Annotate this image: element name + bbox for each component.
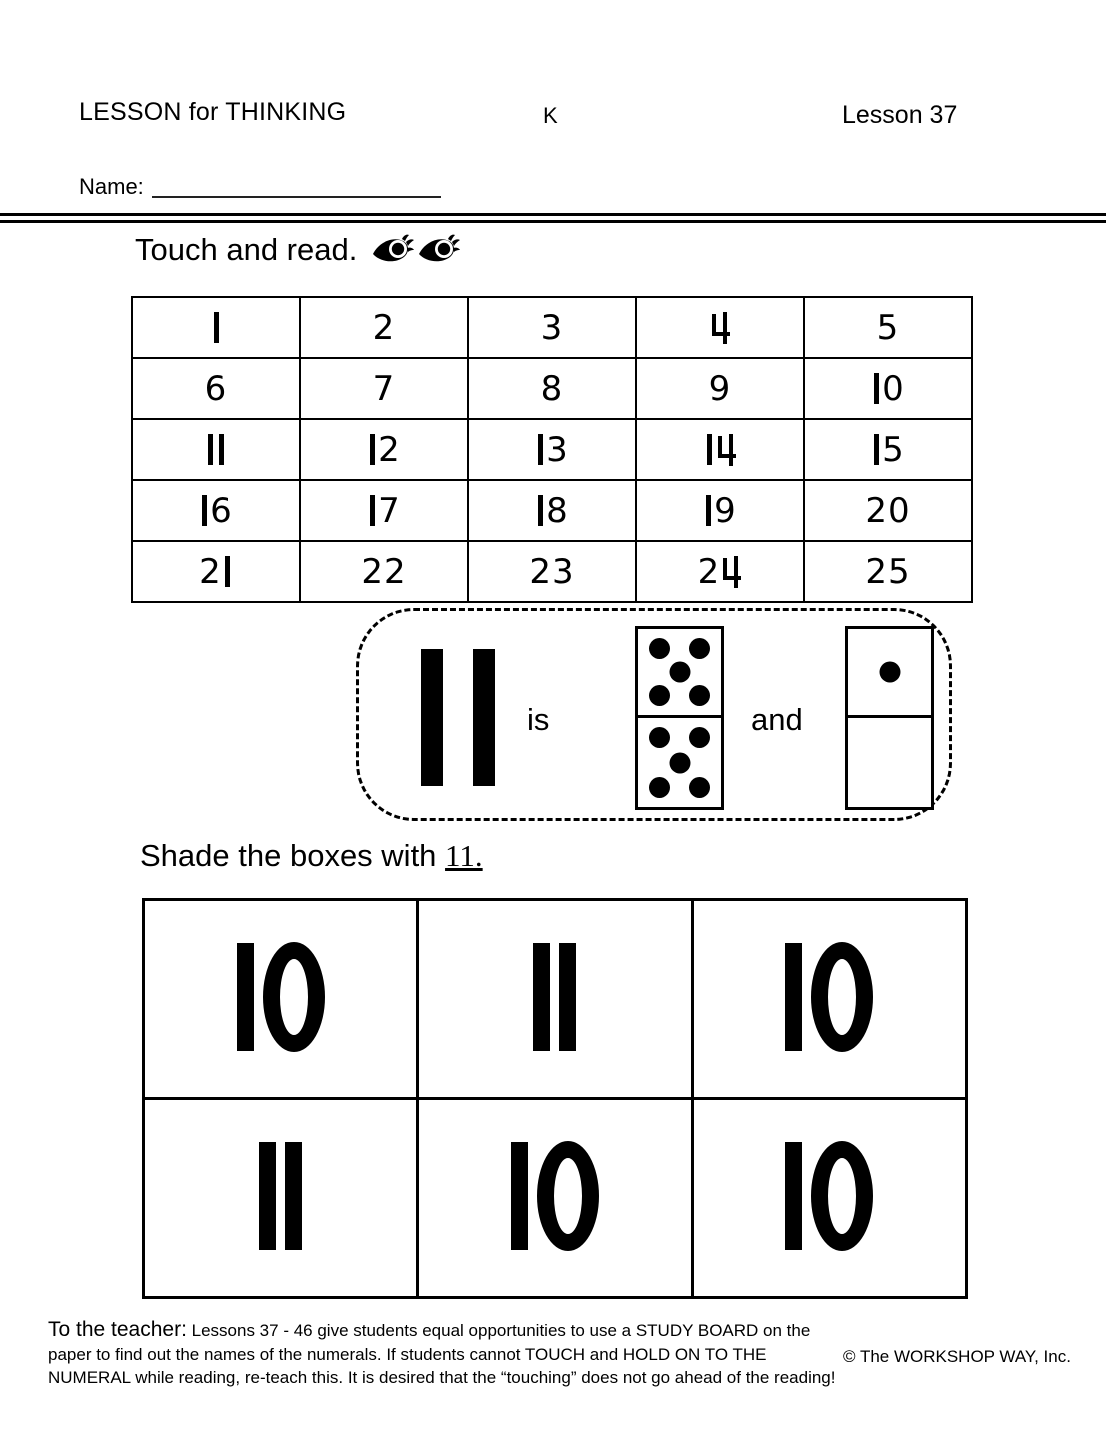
numeral-zero-glyph <box>811 1141 873 1251</box>
numeral-zero-glyph <box>263 942 325 1052</box>
number-cell-value: 5 <box>871 430 905 470</box>
shade-box[interactable] <box>144 900 418 1099</box>
number-cell-value: 5 <box>876 307 900 348</box>
numeral-stroke <box>225 556 230 587</box>
number-cell[interactable] <box>636 480 804 541</box>
number-cell[interactable] <box>804 419 972 480</box>
numeral-four-glyph <box>715 434 737 466</box>
domino-pip <box>649 685 670 706</box>
numeral-stroke <box>421 649 443 786</box>
domino-one <box>845 626 934 810</box>
table-row <box>132 480 972 541</box>
number-cell[interactable] <box>300 297 468 358</box>
number-cell[interactable] <box>636 419 804 480</box>
numeral-stroke <box>785 943 802 1051</box>
teacher-note <box>48 1316 838 1389</box>
equation-capsule <box>356 608 952 821</box>
numeral-stroke <box>874 434 879 465</box>
number-cell-value <box>704 430 737 470</box>
number-cell-value: 2 <box>698 552 743 592</box>
numeral-stroke <box>538 495 543 526</box>
equation-is-label: is <box>527 702 550 737</box>
number-cell-value <box>205 430 227 470</box>
table-row <box>132 541 972 602</box>
shade-box[interactable] <box>418 1099 692 1298</box>
equation-and-label: and <box>751 702 803 737</box>
number-cell[interactable] <box>132 541 300 602</box>
number-cell[interactable] <box>804 541 972 602</box>
lesson-number-label: Lesson 37 <box>842 101 958 129</box>
number-cell-value: 6 <box>199 491 233 531</box>
domino-pip <box>669 752 690 773</box>
shade-box-value <box>785 942 873 1052</box>
table-row <box>132 419 972 480</box>
name-input-blank[interactable] <box>152 179 441 198</box>
numeral-stroke <box>219 434 224 465</box>
numeral-stroke <box>285 1142 302 1250</box>
numeral-stroke <box>785 1142 802 1250</box>
number-cell[interactable] <box>468 541 636 602</box>
number-cell-value: 8 <box>540 368 564 409</box>
equation-numeral-eleven <box>421 649 495 786</box>
number-cell[interactable] <box>300 541 468 602</box>
domino-half-bottom <box>848 718 931 807</box>
shade-instruction-prefix: Shade the boxes with <box>140 838 446 873</box>
number-cell[interactable] <box>468 297 636 358</box>
number-cell-value <box>211 308 222 348</box>
number-cell-value: 23 <box>529 551 575 592</box>
number-cell[interactable] <box>132 297 300 358</box>
domino-pip <box>649 727 670 748</box>
shade-box-value <box>533 942 576 1052</box>
domino-pip <box>649 777 670 798</box>
touch-and-read-row <box>135 232 461 268</box>
number-cell[interactable] <box>300 419 468 480</box>
eye-icon-group <box>371 233 461 267</box>
shade-box[interactable] <box>692 1099 966 1298</box>
number-cell-value: 2 <box>199 552 233 592</box>
number-cell[interactable] <box>804 480 972 541</box>
shade-box-value <box>237 942 325 1052</box>
numeral-four-glyph <box>720 556 742 588</box>
number-cell-value: 7 <box>367 491 401 531</box>
numeral-stroke <box>208 434 213 465</box>
number-cell[interactable] <box>636 358 804 419</box>
number-cell-value: 2 <box>372 307 396 348</box>
numeral-stroke <box>538 434 543 465</box>
number-cell[interactable] <box>468 358 636 419</box>
domino-pip <box>689 777 710 798</box>
divider-line-bottom <box>0 220 1106 223</box>
numeral-stroke <box>202 495 207 526</box>
domino-pip <box>689 685 710 706</box>
domino-pip <box>649 638 670 659</box>
teacher-note-label: To the teacher: <box>48 1318 187 1341</box>
number-cell-value: 22 <box>361 551 407 592</box>
numeral-zero-glyph <box>811 942 873 1052</box>
number-cell-value: 8 <box>535 491 569 531</box>
shade-box[interactable] <box>418 900 692 1099</box>
eye-icon <box>371 233 415 267</box>
numeral-stroke <box>707 434 712 465</box>
numeral-stroke <box>370 434 375 465</box>
shade-box[interactable] <box>144 1099 418 1298</box>
table-row <box>132 297 972 358</box>
number-cell-value: 2 <box>367 430 401 470</box>
table-row <box>132 358 972 419</box>
number-cell-value: 9 <box>703 491 737 531</box>
teacher-note-text: Lessons 37 - 46 give students equal opportunities to use a STUDY BOARD on the paper to find out the names of the numerals. If students cannot TOUCH and HOLD ON TO THE NUMERAL while reading, re-teach this. It is desired that the “touching” does not go ahead of the reading! <box>48 1321 836 1387</box>
shade-box-value <box>259 1141 302 1251</box>
name-row <box>79 176 441 198</box>
numeral-zero-glyph <box>537 1141 599 1251</box>
domino-half-top <box>638 629 721 718</box>
touch-and-read-label: Touch and read. <box>135 232 358 267</box>
number-cell-value: 9 <box>708 368 732 409</box>
number-cell[interactable] <box>132 480 300 541</box>
number-cell-value: 7 <box>372 368 396 409</box>
numeral-four-glyph <box>709 312 731 344</box>
number-cell[interactable] <box>132 419 300 480</box>
domino-pip <box>689 638 710 659</box>
number-cell[interactable] <box>636 297 804 358</box>
number-cell[interactable] <box>300 480 468 541</box>
domino-half-top <box>848 629 931 718</box>
number-cell[interactable] <box>468 480 636 541</box>
number-cell[interactable] <box>804 297 972 358</box>
shade-target-number: 11. <box>445 838 483 873</box>
number-cell-value: 3 <box>535 430 569 470</box>
grade-level-label: K <box>543 103 558 128</box>
number-cell[interactable] <box>804 358 972 419</box>
numeral-stroke <box>370 495 375 526</box>
domino-half-bottom <box>638 718 721 807</box>
header-divider <box>0 213 1106 223</box>
number-cell-value <box>709 308 731 348</box>
number-cell-value: 20 <box>865 490 911 531</box>
number-cell[interactable] <box>636 541 804 602</box>
shade-box-value <box>511 1141 599 1251</box>
numeral-stroke <box>237 943 254 1051</box>
shade-box-value <box>785 1141 873 1251</box>
name-label: Name: <box>79 174 144 199</box>
domino-pip <box>669 662 690 683</box>
number-cell-value: 6 <box>204 368 228 409</box>
table-row <box>144 1099 967 1298</box>
numeral-stroke <box>706 495 711 526</box>
domino-pip <box>689 727 710 748</box>
equation-inner <box>359 611 955 824</box>
number-cell[interactable] <box>132 358 300 419</box>
number-grid <box>131 296 973 603</box>
numeral-stroke <box>559 943 576 1051</box>
page-title: LESSON for THINKING <box>79 98 347 126</box>
table-row <box>144 900 967 1099</box>
domino-ten <box>635 626 724 810</box>
eye-icon <box>417 233 461 267</box>
numeral-stroke <box>259 1142 276 1250</box>
number-cell-value: 3 <box>540 307 564 348</box>
number-cell-value: 25 <box>865 551 911 592</box>
number-cell[interactable] <box>300 358 468 419</box>
shade-box[interactable] <box>692 900 966 1099</box>
numeral-stroke <box>874 373 879 404</box>
numeral-stroke <box>473 649 495 786</box>
copyright-notice: © The WORKSHOP WAY, Inc. <box>843 1347 1071 1366</box>
numeral-stroke <box>533 943 550 1051</box>
shade-grid <box>142 898 968 1299</box>
shade-instruction <box>140 838 483 874</box>
domino-pip <box>879 662 900 683</box>
numeral-stroke <box>214 312 219 343</box>
number-cell[interactable] <box>468 419 636 480</box>
number-cell-value: 0 <box>871 369 905 409</box>
numeral-stroke <box>511 1142 528 1250</box>
